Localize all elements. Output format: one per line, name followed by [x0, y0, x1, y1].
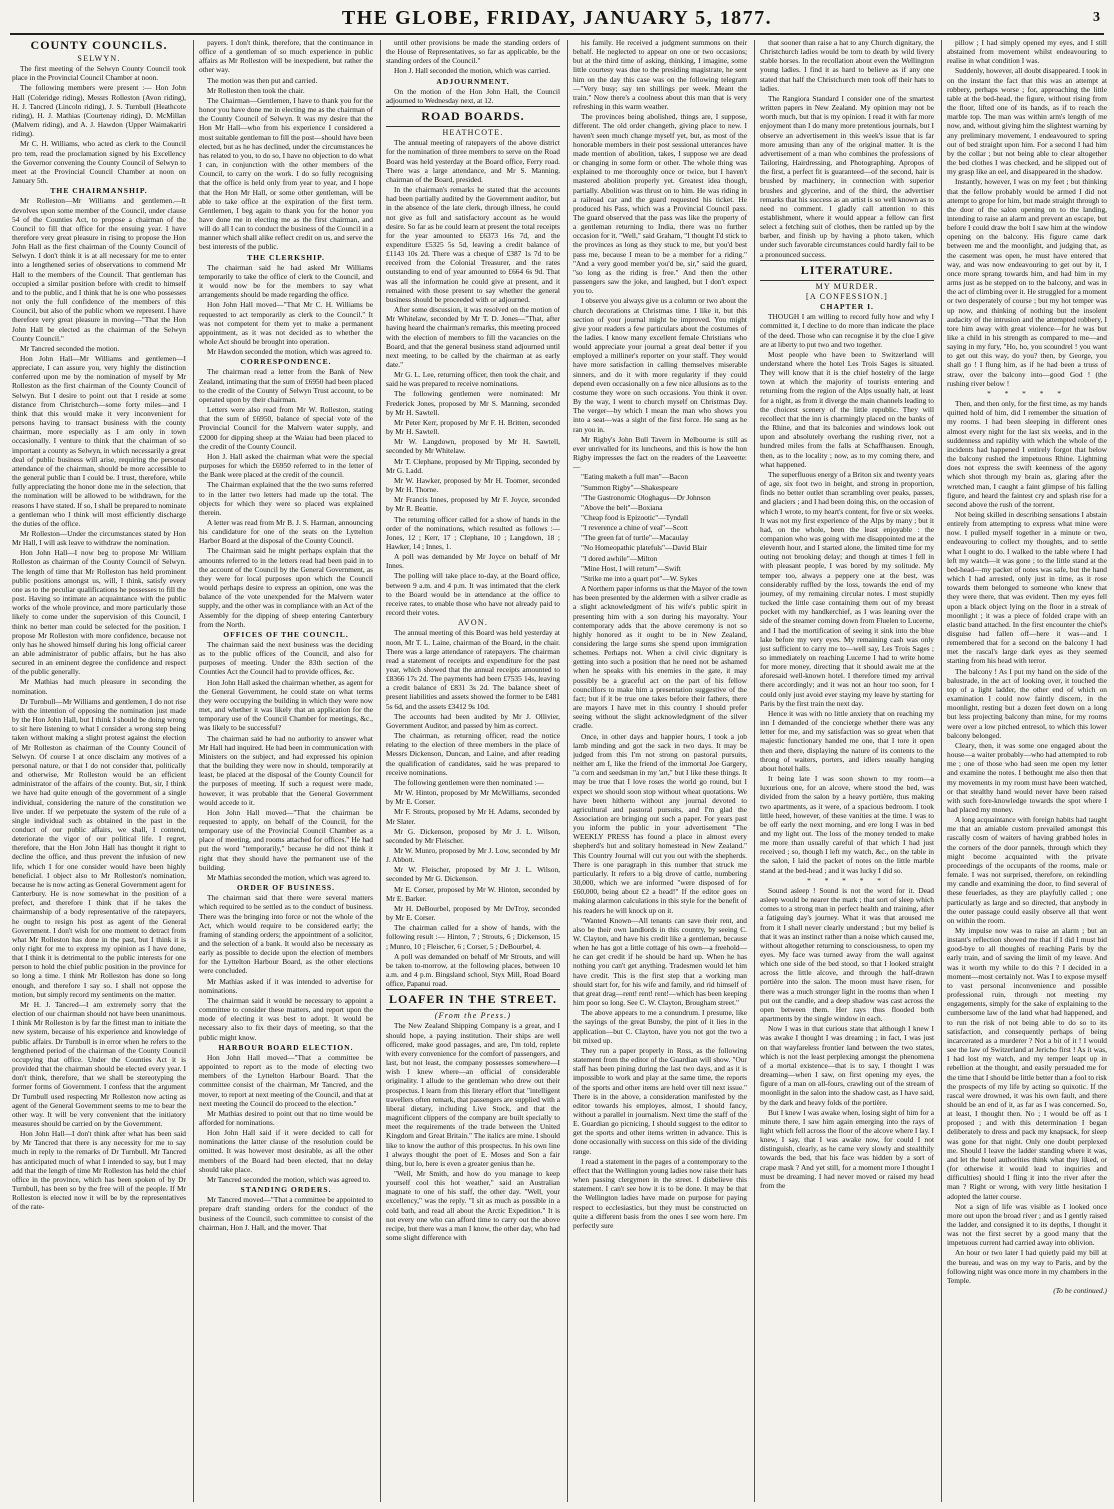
- paragraph: In the chairman's remarks he stated that the accounts had been partially audited by the Government auditor, but in the absence of the late clerk, through illness, he could not give as full and satisfactory account as he would desire. So far as he could learn at present the total receipts for the year amounted to £6373 16s 7d, and the expenditure £5325 5s 5d, leaving a credit balance of £1143 10s 2d. There was a cheque of £387 1s 7d to be received from the Colonial Treasurer, and the rates outstanding to end of year amounted to £664 6s 9d. That was all the information he could give at present, and it remained with those present to say whether the general business should be proceeded with or adjourned.: [386, 185, 560, 304]
- section-heading: LITERATURE.: [760, 260, 934, 281]
- paragraph: The balcony ! As I put my hand on the side of the balustrade, in the act of looking over, it touched the top of a light ladder, the other end of which on examination I could now faintly discern, in the moonlight, resting but a dozen feet down on a long but less projecting balcony than mine, for my rooms were over a low pitched entresol, to which this lower balcony belonged.: [947, 666, 1107, 740]
- paragraph: A poll was demanded by Mr Joyce on behalf of Mr Innes.: [386, 552, 560, 571]
- paragraph: A long acquaintance with foreign habits had taught me that an amiable custom prevailed amongst this rascally cosm of waiters of having grabbed holes in the corners of the door pannels, through which they might become acquainted with the private proceedings of the occupants of the rooms, male or female. I was not surprised, therefore, on rekindling my candle and examining the door, to find several of these feuerlades, as they are playfully called ; one particularly as large and so directed, that anybody in the outer passage could easily observe all that went on within the room.: [947, 815, 1107, 925]
- paragraph: Mr G. Dickenson, proposed by Mr J. L. Wilson, seconded by Mr Fleischer.: [386, 826, 560, 845]
- section-break: * * * * *: [807, 875, 887, 885]
- page-number: 3: [1093, 10, 1100, 25]
- paragraph: Mr W. Langdown, proposed by Mr H. Sawtell, seconded by Mr Whitelaw.: [386, 437, 560, 456]
- column-divider: [754, 40, 755, 1502]
- paragraph: My impulse now was to raise an alarm ; but an instant's reflection showed me that if I did I must bid good-bye to all thoughts of reaching Paris by the early train, and of saving the limit of my leave. And was it worth my while to do this ? I decided in a moment—most certainly not. Was I to expose myself to vast personal inconvenience and possible professional ruin, through not meeting my engagements, simply for the sake of explaining to the cumbersome law of the land what had happened, and to run the risk of not being able to do so to its satisfaction, and consequently perhaps of being incarcerated as a murderer ? Not a bit of it ! I would see the law of Switzerland at Jericho first ! As it was, I had lost my watch, and my temper leapt up in rebellion at the thought, and easily persuaded me for the time that I should be little better than a fool to risk the prospects of my life by acting so quixotic. If the rascal were drowned, it was his own fault, and there should be an end of it, as far as I was concerned. So, at least, I thought then. No ; I would be off as I proposed ; and with this determination I began deliberately to dress and pack my knapsack, for sleep was gone for that night. Only one doubt perplexed me. Should I leave the ladder standing where it was, and let the hotel authorities think what they liked, or (for otherwise it would lead to inquiries and difficulties) should I fling it into the river after the man ? Right or wrong, with very little hesitation I adopted the latter course.: [947, 926, 1107, 1201]
- paragraph: Mr C. H. Williams, who acted as clerk to the Council pro tem, read the proclamation signed by his Excellency the Governor convening the County Council of Selwyn to meet at the Provincial Council Chamber at noon on January 5th.: [12, 139, 186, 186]
- paragraph: Cleary, then, it was some one engaged about the house—a waiter probably—who had attempted to rob me ; one of those who had seen me open my letter and examine the notes. I bethought me also then that my movements in my room must have been watched, or that stealthy hand would never have been raised with such fore-knowledge towards the spot where I had placed my money.: [947, 740, 1107, 814]
- paragraph: Hon J. Hall asked the chairman what were the special purposes for which the £6950 referred to in the letter of the Bank were placed at the credit of the council.: [199, 451, 373, 480]
- column-divider: [193, 40, 194, 1502]
- paragraph: Mr Francis Innes, proposed by Mr F. Joyce, seconded by Mr R. Beattie.: [386, 495, 560, 514]
- paragraph: The chairman said that there were several matters which required to be settled as to the conduct of business. There was the bringing into force or not the whole of the Act, which would require to be considered early; the framing of standing orders; the appointment of a solicitor, and the selection of a bank. It would also be necessary as early as possible to decide upon the election of members for the Lyttelton Harbour Board, as the other elections were concluded.: [199, 893, 373, 976]
- paragraph: Hon John Hall—I now beg to propose Mr William Rolleston as chairman of the County Council of Selwyn. The length of time that Mr Rolleston has held prominent public positions amongst us, will, I think, satisfy every one as to the peculiar qualifications he possesses to fill the post. Having so intimate an acquaintance with the public works of the whole province, and more particularly those likely to come under the supervision of this Council, I think no better man could be selected for the position. I propose Mr Rolleston with more confidence, because not only has he showed himself during his long official career an able administrator of public affairs, but he has also secured in an eminent degree the confidence and respect of the public generally.: [12, 548, 186, 677]
- paragraph: "The green fat of turtle"—Macaulay: [581, 533, 689, 543]
- paragraph: Hon John Hall asked the chairman whether, as agent for the General Government, he could state on what terms they were occupying the building in which they were now met, and whether it was likely that an application for the temporary use of the Council Chamber for meetings, &c., was likely to be successful?: [199, 677, 373, 733]
- section-heading: LOAFER IN THE STREET.: [386, 989, 560, 1010]
- column-1: [12, 38, 186, 1504]
- paragraph: Mr Rolleston—Under the circumstances stated by Hon Mr Hall, I will ask leave to withdraw the nomination.: [12, 528, 186, 548]
- section-subheading: HEATHCOTE.: [442, 128, 504, 138]
- paragraph: Mr Mathias desired to point out that no time would be afforded for nominations.: [199, 1108, 373, 1127]
- paragraph: Mr H. J. Tancred—I am extremely sorry that the election of our chairman should not have been unanimous. I think Mr Rolleston is by far the fittest man to initiate the new system, because of his experience and knowledge of public affairs. Dr Turnbull is in error when he refers to the lengthened period of the chairman of the County Council occupying that office. Under the Counties Act it is provided that the chairman should be elected every year. I don't think, therefore, that we shall be stereotyping the former forms of Government. I confess that the argument Dr Turnbull used respecting Mr Rolleston now acting as agent of the General Government seems to me to bear the other way. It will be very convenient that the initiatory measures should be carried on by the Government.: [12, 999, 186, 1128]
- paragraph: Then, and then only, for the first time, as my hands quitted hold of him, did I remember the situation of my rooms. I had been sleeping in different ones almost every night for the last six weeks, and in the suddenness and rapidity with which the whole of the incidents had happened I entirely forgot that below the balcony rushed the impetuous Rhine. Lightning does not express the swift keenness of the agony which shot through my brain as, glaring after the wretched man, I caught a faint glimpse of his falling figure, and heard the faintest cry and splash rise for a second above the rush of the torrent.: [947, 399, 1107, 509]
- paragraph: Hon John Hall moved—"That the chairman be requested to apply, on behalf of the Council, for the temporary use of the Provincial Council Chamber as a place of meeting, and rooms attached for offices." He had put the word "temporarily," because he did not think it right that they should have the permanent use of the building.: [199, 807, 373, 872]
- paragraph: Mr Rolleston then took the chair.: [207, 85, 305, 95]
- section-title: ADJOURNMENT.: [436, 76, 510, 86]
- section-title: OFFICES OF THE COUNCIL.: [223, 629, 349, 639]
- section-title: THE CLERKSHIP.: [247, 252, 325, 262]
- section-break: * * * * *: [987, 388, 1067, 398]
- section-subheading: AVON.: [457, 618, 489, 628]
- paragraph: Mr Tancred seconded the motion, which was agreed to.: [207, 1174, 371, 1184]
- paragraph: The New Zealand Shipping Company is a great, and I should hope, a paying institution. Their ships are well officered, make good passages, and are, I'm told, replete with every convenience for the comfort of passengers, and last, but not least, the company possesses somewhere—I wish I knew where—an official of considerable originality. I allude to the gentleman who drew out their prospectus. I learn from this literary effort that "intelligent travellers often remark, that passengers are supplied with a liberal dietary, including Live Stock, and that the magnificent clippers of the company are built specially to meet the requirements of the trade between the United Kingdom and Great Britain." The italics are mine. I should like to know the author of this prospectus. In his own line I always thought the poet of E. Moses and Son a fair thing, but lo, here is even a greater genius than he.: [386, 1021, 560, 1168]
- paragraph: Sound asleep ! Sound is not the word for it. Dead asleep would be nearer the mark ; that sort of sleep which comes to a strong man in perfect health and training, after a fatiguing day's journey. What it was that aroused me from it I shall never clearly understand ; but my belief is that it was an instinct rather than a noise which caused me, without altogether returning to consciousness, to open my eyes. My face was turned away from the wall against which one side of the bed stood, so that I looked straight across the little alcove, and through the half-drawn portière into the salon. The moon must have risen, for there was a much stronger light in the rooms than when I put out the candle, and a deep shadow was cast across the open between them. Her rays thus flooded both apartments by the single window in each.: [760, 885, 934, 1024]
- paragraph: Mr Tancred moved—"That a committee be appointed to prepare draft standing orders for the conduct of the business of the Council, such committee to consist of the chairman, Hon J. Hall, and the mover. That: [199, 1195, 373, 1232]
- paragraph: Mr Mathias had much pleasure in seconding the nomination.: [12, 677, 186, 696]
- paragraph: The Rangiora Standard I consider one of the smartest written papers in New Zealand. My opinion may not be worth much, but that is my opinion. I read it with far more enjoyment than I do many more pretentious journals, but I observe an advertisement in this week's issue that is far more amusing than any of the original matter. It is the advertisement of a man who combines the professions of Tailoring, Hairdressing, and Photographing. Apropos of the first, a perfect fit is guaranteed—of the second, hair is brushed by machinery, in connection with superior brushes and glycerine, and of the third, the advertiser remarks that his success as an artist is so well known as to need no comment. I gladly call attention to this establishment, where it would appear a fellow can first select a fetching suit of clothes, then be rattled up by the barber, and finish up by having a photo taken, which under such favorable circumstances could hardly fail to be a pronounced success.: [760, 93, 934, 259]
- paragraph: THOUGH I am willing to record fully how and why I committed it, I decline to do more than indicate the place of the deed. Those who can recognise it by the clue I give are at liberty to put two and two together.: [760, 312, 934, 349]
- paragraph: The Chairman said he might perhaps explain that the amounts referred to in the letters read had been paid in to the account of the Council by the General Government, as they were for local purposes upon which the Council would perhaps desire to express an opinion, one was the balance of the vote unexpended for the Malvern water supply, and the other was in compliance with an Act of the Assembly for the dipping of sheep entering Canterbury from the North.: [199, 546, 373, 629]
- paragraph: The provinces being abolished, things are, I suppose, different. The old order changeth, giving place to new. I haven't seen much change myself yet, but, as most of the honorable members in their post sessional utterances have made mention of abolition, takes, I suppose we are dead or changing in some form or other. The whole thing was explained to me thoroughly once or twice, but I haven't mastered abolition properly yet. Greatest idea though, partially. Abolition was thrust on to him. He was riding in a railroad car and the guard requested his ticket. He produced his Pass, which was a Provincial Council pass. The guard observed that the pass was like the property of a gentleman returning to India, there was no further occasion for it. "Well," said Graham, "I thought I'd stick to the provinces as long as they stuck to me, but you'd best pass me, because I mean to be a member for a riding." "And a very good member you'd be, sir," said the guard, "so long as the riding is free." And then the other passengers saw the joke, and laughed, but I don't expect you to.: [573, 112, 747, 296]
- paragraph: his family. He received a judgment summons on their behalf. He neglected to appear on one or two occasions; but at the third time of asking, thinking, I imagine, some little courtesy was due to the presiding magistrate, he sent him on the day this case was on the following telegram—"Very busy; say ten shillings per week. Meant the train." Now there's a coolness about this man that is very refreshing in this warm weather.: [573, 38, 747, 112]
- paragraph: Dr Turnbull—Mr Williams and gentlemen, I do not rise with the intention of opposing the nomination just made by the Hon John Hall, but I think I should be doing wrong to sit here listening to what I consider a wrong step being taken without making a slight protest against the election of Mr Rolleston as chairman of the County Council of Selwyn. Of course I at once disclaim any motives of a personal nature, or that I do not consider that, politically and otherwise, Mr Rolleston would be an efficient administrator of the affairs of the county. But, sir, I think we have had quite enough of the government of a single individual, considering the nature of the constitution we live under. If we perpetuate the system of the rule of a single individual such as obtained in the past in the conduct of our public affairs, we shall, I contend, deteriorate the vigor of our political life. I regret, therefore, that the Hon John Hall has thought it right to decline the office, and thus prevent the infusion of new life, which I for one consider would have been highly beneficial. I object also to Mr Rolleston's nomination, because he is now acting as General Government agent for Canterbury. He is now somewhat in the position of a prefect, and therefore I think that if he takes the chairmanship of a body representative of the ratepayers, he ought to resign his post as agent of the General Government. I don't wish for one moment to detract from what Mr Rolleston has done in the past, but I think it is only right for me to express my opinion as I have done, that I think it is detrimental to the public interests for one person to hold the chief public position in the province for so long a time. I think Mr Rolleston has done so long enough, and therefore I say so. I shall not oppose the motion, but simply record my sentiments on the matter.: [12, 696, 186, 999]
- paragraph: The first meeting of the Selwyn County Council took place in the Provincial Council Chamber at noon.: [12, 64, 186, 83]
- paragraph: Hon John Hall said if it were decided to call for nominations the latter clause of the resolution could be omitted. It was however most desirable, as all the other members of the Board had been elected, that no delay should take place.: [199, 1128, 373, 1174]
- paragraph: The accounts had been audited by Mr J. Ollivier, Government Auditor, and passed by him as correct.: [386, 711, 560, 730]
- paragraph: The chairman, as returning officer, read the notice relating to the election of three members in the place of Messrs Dickenson, Duncan, and Laine, and after reading the qualification of candidates, said he was prepared to receive nominations.: [386, 731, 560, 777]
- paragraph: The annual meeting of ratepayers of the above district for the nomination of three members to serve on the Road Board was held yesterday at the Board office, Ferry road. There was a large attendance, and Mr S. Manning, chairman of the Board, presided.: [386, 138, 560, 184]
- paragraph: Mr Mathias asked if it was intended to advertise for nominations.: [199, 976, 373, 995]
- paragraph: "Above the belt"—Boxiana: [581, 502, 663, 512]
- column-6: [947, 38, 1107, 1504]
- paragraph: "No Homeopathic platefuls"—David Blair: [581, 543, 708, 553]
- paragraph: Instantly, however, I was on my feet ; but thinking that the fellow probably would be armed I did not attempt to grope for him, but made straight through to the door of the salon opening on to the landing, intending to raise an alarm and prevent an escape, but before I could draw the bolt I saw him at the window opening on the balcony. His figure came dark between me and the moonlight, and judging that, as the casement was open, he must have entered that way, and was now endeavouring to get out by it, I once more sprang towards him, and had him in my arms just as he stepped on to the balcony, and was in the act of climbing over it. He struggled for a moment or two desperately of course ; but my hot temper was up now, and thinking of nothing but the insolent audacity of the intrusion and the attempted robbery, I tore him away with great violence—for he was but like a child in his strength as compared to me—and saying in my fury, "Ho, ho, you scoundrel ! you want to get out this way, do you? then, by George, you shall go ! I flung him, as if he had been a truss of straw, over the balcony into—good God ! (the rushing river below !: [947, 177, 1107, 388]
- paragraph: until other provisions be made the standing orders of the House of Representatives, so far as applicable, be the standing orders of the Council.": [386, 38, 560, 66]
- paragraph: A Northern paper informs us that the Mayor of the town has been presented by the aldermen with a silver cradle as a slight acknowledgment of his wife's public spirit in presenting him with a son during his mayoralty. Your contemporary adds that the above ceremony is not so highly honored as it ought to be in New Zealand, considering the large sums she spend upon immigration schemes. Perhaps not. When a civil civic dignitary is getting into such a position that he need not be ashamed when he speaks with his enemies in the gate, it may possibly be a graceful act on the part of his fellow councillors to make him a presentation suggestive of the fact; but if it be true one takes before their fathers, there are mayors I have met in this country I should prefer seeing without the slight acknowledgment of the silver cradle.: [573, 584, 747, 731]
- paragraph: Mr Mathias seconded the motion, which was agreed to.: [207, 872, 371, 882]
- section-subheading: MY MURDER.: [815, 281, 879, 291]
- paragraph: "I reverence a chine of veal"—Scott: [581, 523, 688, 533]
- section-title: STANDING ORDERS.: [240, 1185, 332, 1195]
- paragraph: The following gentlemen were nominated: Mr Frederick Jones, proposed by Mr S. Manning, seconded by Mr H. Sawtell.: [386, 389, 560, 417]
- paragraph: The superfluous energy of a Briton six and twenty years of age, six foot two in height, and strong in proportion, finds no better outlet than scrambling over peaks, passes, and glaciers ; and I had been doing this, on the occasion of which I wrote, to my heart's content, for five or six weeks. It was not my first experience of the Alps by many ; but it had, on the whole, been the least enjoyable : the companion who was going with me disappointed me at the eleventh hour, and I started alone, the limited time for my outing not brooking delay; and though at times I fell in with pleasant people, I was bored by my solitude. My temper too, always a peppery one at the best, was considerably ruffled by the loss, towards the end of my journey, of my remaining circular notes. I most stupidly tucked the little case containing them out of my breast pocket with my handkerchief, as I was leaning over the side of the steamer coming down from Fluelen to Lucerne, and I had the mortification of seeing it sink into the blue lake before my very eyes. My remaining cash was only just sufficient to carry me to—well say, Les Trois Sages ; so immediately on reaching Lucerne I had to write home for more money, directing that it should await me at the aforesaid well-known hotel. I therefore timed my arrival there accordingly; and it was not an hour too soon, for I could only just avoid ever staying my leave by starting for Paris by the first train the next day.: [760, 469, 934, 708]
- paragraph: The chairman read a letter from the Bank of New Zealand, intimating that the sum of £6950 had been placed to the credit of the County of Selwyn Trust account, to be operated upon by their chairman.: [199, 367, 373, 404]
- paragraph: Mr W. Fleischer, proposed by Mr J. L. Wilson, seconded by Mr G. Dickenson.: [386, 865, 560, 884]
- paragraph: Mr H. DeBourbel, proposed by Mr DeTroy, seconded by Mr E. Corser.: [386, 903, 560, 923]
- paragraph: The returning officer called for a show of hands in the order of the nominations, which resulted as follows :—Jones, 12 ; Kerr, 17 ; Clephane, 10 ; Langdown, 18 ; Hawker, 14 ; Innes, 1.: [386, 514, 560, 551]
- section-title: ORDER OF BUSINESS.: [236, 883, 336, 893]
- paragraph: "Strike me into a quart pot"—W. Sykes: [581, 573, 698, 583]
- section-heading: COUNTY COUNCILS.: [30, 38, 168, 52]
- paragraph: On the motion of the Hon John Hall, the Council adjourned to Wednesday next, at 12.: [386, 86, 560, 105]
- paragraph: payers. I don't think, therefore, that the continuance in office of a gentleman of so much experience in public affairs as Mr Rolleston will be inexpedient, but rather the other way.: [199, 38, 373, 75]
- paragraph: Mr W. Hawker, proposed by Mr H. Toomer, seconded by Mr H. Thorne.: [386, 475, 560, 495]
- section-title: THE CHAIRMANSHIP.: [50, 186, 148, 196]
- paragraph: Mr Hawdon seconded the motion, which was agreed to.: [207, 347, 373, 357]
- paragraph: The following gentlemen were then nominated :—: [394, 777, 544, 787]
- paragraph: The chairman said the next business was the deciding as to the public offices of the Council, and also for purposes of meeting. Under the 83th section of the Counties Act the Council had to provide offices, &c.: [199, 640, 373, 677]
- paragraph: Hence it was with no little anxiety that on reaching my inn I demanded of the concierge whether there was any letter for me, and my satisfaction was so great when that majestic functionary handed me one, that I tore it open then and there, displaying the nature of its contents to the throng of waiters, porters, and idlers usually hanging about hotel halls.: [760, 708, 934, 773]
- masthead-title: THE GLOBE, FRIDAY, JANUARY 5, 1877.: [341, 7, 773, 29]
- paragraph: Not a sign of life was visible as I looked once more out upon the broad river ; and as I gently raised the ladder, and consigned it to its depths, I thought it was not the first secret by a good many that the impetuous current had carried away into oblivion.: [947, 1201, 1107, 1248]
- section-title: HARBOUR BOARD ELECTION.: [218, 1042, 354, 1052]
- paragraph: Suddenly, however, all doubt disappeared. I took in on the instant the fact that this was an attempt at robbery, perhaps worse ; for, approaching the little table at the bed-head, the figure, without rising from the floor, lifted one of its hands, as if to reach the marble top. The man was within arm's length of me now, and, without giving him the slightest warning by any preliminary movement, I endeavoured to spring out of bed straight upon him. For a second I had him by the collar ; but not being able to clear altogether the bed clothes I was checked, and he slipped out of my grasp like an eel, and disappeared in the shadow.: [947, 66, 1107, 177]
- paragraph: I read a statement in the pages of a contemporary to the effect that the Wellington young ladies now raise their hats when passing clergymen in the street. I disbelieve this statement. I can't see how it is to be done. It may be that the Wellington ladies have made on purpose for paying respect to ecclesiastics, but they must be constructed on quite a different basis from the ones I see worn here. I'm perfectly sure: [573, 1156, 747, 1230]
- column-divider: [380, 40, 381, 1502]
- paragraph: "The Gastronomic Ologhagus—Dr Johnson: [581, 492, 711, 502]
- paragraph: "I dored awhile"—Milton: [581, 553, 658, 563]
- paragraph: "Summon Rigby"—Shakespeare: [581, 482, 678, 492]
- paragraph: A letter was read from Mr B. J. S. Harman, announcing his candidature for one of the seats on the Lyttelton Harbor Board at the disposal of the County Council.: [199, 517, 373, 546]
- column-4: [573, 38, 747, 1504]
- paragraph: The Chairman—Gentlemen, I have to thank you for the honor you have done me in electing me as the chairman of the County Council of Selwyn. It was my desire that the Hon Mr Hall—who from his experience I considered a most suitable gentleman to fill the post—should have been elected, but as he has declined, under the circumstances he has related to you, to do so, I have no objection to do what I can, in conjunction with the other members of the Council, to carry on the work. I do so fully recognising that the office is held only from year to year, and I hope that the Hon Mr Hall, or some other gentleman, will be able to take office at the expiration of the first term. Gentlemen, I beg again to thank you for the honor you have done me in electing me as the first chairman, and will do all I can to conduct the business of the Council in a manner which shall alike reflect credit on us, and serve the best interests of the public.: [199, 95, 373, 252]
- paragraph: After some discussion, it was resolved on the motion of Mr Whitelaw, seconded by Mr T. D. Jones—"That, after having heard the chairman's remarks, this meeting proceed with the election of members to fill the vacancies on the Board, and that the general business stand adjourned until next meeting, to be called by the chairman at as early date.": [386, 305, 560, 369]
- paragraph: The chairman said it would be necessary to appoint a committee to consider these matters, and report upon the mode of electing it was best to adopt. It would be necessary also to fix their days of meeting, so that the public might know.: [199, 995, 373, 1042]
- paragraph: Once, in other days and happier hours, I took a job lamb minding and got the sack in two days. It may be judged from this I'm not strong on pastoral pursuits, neither am I, like the friend of the immortal Joe Gargery, "a corn and seedsman in my 'art," but I like these things. It may be true that I love roses the world go round, but I expect we should soon stop without wheat quotations. We have been hitherto without any journal devoted to agricultural and pastoral pursuits, and I'm glad the Association are bringing out such a paper. For years past you inform the public in your advertisement "The WEEKLY PRESS has found a place in almost every shepherd's hut and solitary homestead in New Zealand." This Country Journal will cut you out with the shepherds. There is one paragraph in this number that struck me particularly. It refers to a big drove of cattle, numbering 30,000, which we are informed "were disposed of for £60,000, being about £2 a head!" If the editor goes on making alarmon calculations in this style for the benefit of his readers he will knock up on it.: [573, 731, 747, 915]
- paragraph: Hon John Hall—Mr Williams and gentlemen—I appreciate, I can assure you, very highly the distinction conferred upon me by the nomination of myself by Mr Rolleston as the first chairman of the County Council of Selwyn. But I desire to point out that I reside at some distance from Christchurch—some forty miles—and I think that this would make it very inconvenient for persons having to transact business with the county chairman, more especially as I am only in town occasionally. I venture to think that the chairman of so important a county as Selwyn, in which necessarily a great deal of public business will arise, requiring the personal attendance of the chairman, should be more accessible to the general public than I could be. I trust, therefore, while fully appreciating the honor done me in the selection, that the nomination will be allowed to be withdrawn, for the reasons I have stated. If so, I shall be prepared to nominate a gentleman who I think will most efficiently discharge the duties of the office.: [12, 354, 186, 528]
- section-title: CHAPTER I.: [820, 302, 874, 312]
- paragraph: Mr Tancred seconded the motion.: [20, 343, 120, 353]
- section-subheading: (From the Press.): [434, 1011, 512, 1021]
- section-heading: ROAD BOARDS.: [386, 106, 560, 127]
- paragraph: An hour or two later I had quietly paid my bill at the bureau, and was on my way to Paris, and by the following night was once more in my chambers in the Temple.: [947, 1248, 1107, 1285]
- section-title: CORRESPONDENCE.: [240, 357, 332, 367]
- column-divider: [941, 40, 942, 1502]
- paragraph: Hon John Hall—I don't think after what has been said by Mr Tancred that there is any necessity for me to say much in reply to the remarks of Dr Turnbull. Mr Tancred has anticipated much of what I intended to say, but I may add that the length of time Mr Rolleston has held the chief office in the province, which has been spoken of by Dr Turnbull, has been so by the free will of the people. If Mr Rolleston is elected now it will be by the representatives of the rate-: [12, 1129, 186, 1212]
- paragraph: Hon J. Hall seconded the motion, which was carried.: [394, 66, 551, 76]
- paragraph: that sooner than raise a hat to any Church dignitary, the Christchurch ladies would be torn to death by wild livery stable horses. In the recollation about even the Wellington young ladies. I find it as hard to believe as if any one stated that half the Christchurch men took off their hats to ladies.: [760, 38, 934, 93]
- paragraph: "Mine Host, I will return"—Swift: [581, 563, 681, 573]
- paragraph: Mr E. Corser, proposed by Mr W. Hinton, seconded by Mr E. Barker.: [386, 884, 560, 903]
- paragraph: The chairman said he had no authority to answer what Mr Hall had inquired. He had been in communication with Ministers on the subject, and had expressed his opinion that the building they were now in should, temporarily at least, be placed at the disposal of the County Council for the purposes of meeting. If such a request were made, however, it was probable that the General Government would accede to it.: [199, 733, 373, 807]
- paragraph: Now I was in that curious state that although I knew I was awake I thought I was dreaming ; in fact, I was just on that wayfareless frontier land between the two states, which is not the least perplexing amongst the phenomena of a mortal existence—that is to say, I thought I was dreaming—when I saw, on first opening my eyes, the figure of a man on all-fours, crawling out of the stream of moonlight in the salon into the shadow cast, as I have said, by the dark and heavy folds of the portière.: [760, 1024, 934, 1107]
- masthead: [0, 0, 1114, 32]
- paragraph: But I knew I was awake when, losing sight of him for a minute there, I saw him again emerging into the rays of light which fell across the floor of the alcove where I lay. I knew, I say, that I was awake now, for could I not distinguish, clearly, as he came very slowly and stealthily towards the bed, that his face was hidden by a sort of crape mask ? And yet still, for a moment more I thought I must be dreaming. I had never moved or raised my head from the: [760, 1107, 934, 1190]
- paragraph: Mr W. Munro, proposed by Mr J. Low, seconded by Mr J. Abbott.: [386, 845, 560, 865]
- paragraph: Mr F. Strouts, proposed by Mr H. Adams, seconded by Mr Slater.: [386, 807, 560, 826]
- paragraph: The chairman called for a show of hands, with the following result :— Hinton, 7 ; Strouts, 6 ; Dickenson, 15 ; Munro, 10 ; Fleischer, 6 ; Corser, 5 ; DeBourbel, 4.: [386, 923, 560, 951]
- paragraph: The annual meeting of this Board was held yesterday at noon, Mr T. L. Laine, chairman of the Board, in the chair. There was a large attendance of ratepayers. The chairman read a statement of receipts and expenditure for the past year, which showed that the annual receipts amounted to £8366 17s 2d. The payments had been £7535 14s, leaving a credit balance of £831 3s 2d. The balance sheet of present liabilities and assets showed the former to be £481 5s 6d, and the assets £3412 9s 10d.: [386, 628, 560, 711]
- masthead-rule: [10, 33, 1104, 35]
- paragraph: The following members were present :— Hon John Hall (Coleridge riding), Messrs Rolleston (Avon riding), H. J. Tancred (Lincoln riding), J. S. Turnbull (Heathcote riding), H. J. Mathias (Courtenay riding), D. McMillan (Malvern riding), and A. J. Hawdon (Upper Waimakariri riding).: [12, 83, 186, 139]
- paragraph: "Cheap food is Epizootic"—Tyndall: [581, 512, 689, 522]
- paragraph: pillow ; I had simply opened my eyes, and I still abstained from movement whilst endeavouring to realise in what condition I was.: [947, 38, 1107, 66]
- paragraph: I observe you always give us a column or two about the church decorations at Christmas time. I like it, but this section of your journal might be improved. You might give your readers a few particulars about the costumes of the ladies. I know many excellent female Christians who would appreciate your journal a great deal better if you employed a milliner's reporter on your staff. They would have more satisfaction in calling themselves miserable sinners, and do it with more regularity if they could depend even occasionally on a few nice allusions as to the costume they wore on such occasions. You think it over. By the way, I went to church myself on Christmas Day. The verger—by which I mean the man who shows you into a seat—was a sight of the first force. He sang as he ran you in.: [573, 296, 747, 434]
- column-2: [199, 38, 373, 1504]
- paragraph: Letters were also read from Mr W. Rolleston, stating that the sum of £6950, balance of special vote of the Provincial Council for the Malvern water supply, and £2000 for dipping sheep at the Waiau had been placed to the credit of the County Council.: [199, 405, 373, 451]
- paragraph: Mr T. Clephane, proposed by Mr Tipping, seconded by Mr G. Ladd.: [386, 456, 560, 475]
- paragraph: The chairman said he had asked Mr Williams temporarily to take the office of clerk to the Council, and it would now be for the members to say what arrangements should be made regarding the office.: [199, 262, 373, 300]
- paragraph: It being late I was soon shown to my room—a luxurious one, for an alcove, where stood the bed, was divided from the salon by a heavy portière, thus making two apartments, as it were, of a spacious bedroom. I took little heed, however, of these vanities at the time. I was to be off early the next morning, and ere long I was in bed and my light out. The loss of the money tended to make me more than usually careful of that which I had just received ; so, though I left my watch, &c., on the table in the salon, I laid the packet of notes on the little marble stand at the bed-head ; and it was lucky I did so.: [760, 774, 934, 875]
- section-subheading: SELWYN.: [77, 54, 121, 63]
- paragraph: Mr Peter Kerr, proposed by Mr F. H. Britten, seconded by Mr H. Sawtell.: [386, 417, 560, 437]
- column-5: [760, 38, 934, 1504]
- section-subheading: [A CONFESSION.]: [805, 291, 888, 301]
- paragraph: The above appears to me a conundrum. I presume, like the sayings of the great Bunsby, the pint of it lies in the application—but C. Clayton, have you not got the two a bit mixed up.: [573, 1008, 747, 1045]
- paragraph: Mr Rolleston—Mr Williams and gentlemen.—It devolves upon some member of the Council, under clause 54 of the Counties Act, to propose a chairman of the Council to fill that office for the ensuing year. I have therefore very great pleasure in rising to propose the Hon John Hall as the first chairman of the County Council of Selwyn. I don't think it is at all necessary for me to enter into a lengthened series of observations to commend Mr Hall to the members of the Council. That gentleman has occupied a similar position before with credit to himself and to the public, and I think that he is one who possesses not only the full confidence of the members of this Council, but also of the public whom we represent. I have therefore very great pleasure in moving—"That the Hon John Hall be elected as the chairman of the Selwyn County Council.": [12, 196, 186, 343]
- paragraph: The motion was then put and carried.: [207, 75, 318, 85]
- paragraph: Hon John Hall moved—"That a committee be appointed to report as to the mode of electing two members of the Lyttelton Harbour Board. That the committee consist of the chairman, Mr Tancred, and the mover, to report at next meeting of the Council, and that at next meeting the Council do proceed to the election.": [199, 1052, 373, 1108]
- paragraph: The Chairman explained that the the two sums referred to in the latter two letters had made up the total. The objects for which they were so placed was explained therein.: [199, 480, 373, 517]
- paragraph: They run a paper properly in Ross, as the following statement from the editor of the Guardian will show. "Our staff has been pining during the last two days, and as it is impossible to work and play at the same time, the reports of the sports and other items are held over till next issue." There is in the above, a consideration manifested by the editor towards his employes, almost, I should fancy, without a parallel in journalism. Next time the staff of the E. Guardian go picnicing, I should suggest to the editor to get the sports and other items written in advance. This is done occasionally with success on this side of the dividing range.: [573, 1045, 747, 1156]
- paragraph: Mr W. Hinton, proposed by Mr McWilliams, seconded by Mr E. Corser.: [386, 788, 560, 807]
- paragraph: "Well, Mr Smith, and how do you manage to keep yourself cool this hot weather," said an Australian magnate to one of his staff, the other day. "Well, your excellency," was the reply. "I sit as much as possible in a cold bath, and read all about the Arctic Expedition." It is not every one who can afford time to carry out the above recipe, but there was a man I know, the other day, who had some slight difference with: [386, 1168, 560, 1243]
- continuation-note: (To be continued.): [1053, 1286, 1107, 1296]
- paragraph: The polling will take place to-day, at the Board office, between 9 a.m. and 4 p.m. It was intimated that the clerk to the Board would be in attendance at the office to receive rates, to enable those who have not already paid to record their votes.: [386, 571, 560, 618]
- paragraph: A poll was demanded on behalf of Mr Strouts, and will be taken to-morrow, at the following places, between 10 a.m. and 4 p.m. Bingsland school, Styx Mill, Road Board office, Papanui road.: [386, 951, 560, 989]
- paragraph: "Eating maketh a full man"—Bacon: [581, 472, 689, 482]
- paragraph: Hon John Hall moved—"That Mr C. H. Williams be requested to act temporarily as clerk to the Council." It was not competent for them yet to make a permanent appointment, as it was not decided as to whether the whole Act should be brought into operation.: [199, 300, 373, 346]
- paragraph: Mr G. L. Lee, returning officer, then took the chair, and said he was prepared to receive nominations.: [386, 370, 560, 389]
- paragraph: Not being skilled in describing sensations I abstain entirely from attempting to express what mine were now. I pulled myself together in a minute or two, endeavouring to collect my thoughts, and to settle what I ought to do. I walked to the table where I had left my watch—it was gone ; to the little stand at the bed-head—my packet of notes was safe, but the hand which I had arrested, only just in time, as it rose towards them belonged to someone who knew that they were there, that was evident. Then my eyes fell upon a black object lying on the floor in a streak of moonlight ; it was a piece of folded crape with an elastic band attached. In the first encounter the chief's disguise had fallen off—here it was—and I remembered that for a second on the balcony I had met the rascal's large dark eyes as they seemed starting from his head with terror.: [947, 509, 1107, 666]
- column-3: [386, 38, 560, 1504]
- paragraph: Most people who have been to Switzerland will understand where the hotel Les Trois Sages is situated. They will know that it is the chief hostelry of the large town at which the majority of tourists entering and returning from the region of the Alps usually halt, at least for a night, as from it diverge the main channels leading to the choicest scenery of the little republic. They will recollect that the inn is charmingly placed on the banks of the Rhine, and that its balconies and windows look out upon and absolutely overhang the rushing river, not a hundred miles from the falls at Schaffhausen. Enough, then, as to the locality ; now, as to my coming there, and what happened.: [760, 349, 934, 469]
- paragraph: Mr Rigby's John Bull Tavern in Melbourne is still as ever unrivalled for its luncheons, and this is how the hon Rigby impresses the fact on the readers of the Leaveette:—: [573, 434, 747, 472]
- paragraph: "Wanted Known—All tenants can save their rent, and also be their own landlords in this country, by seeing C. W. Clayton, and have his credit like a gentleman, because when he has got a little cottage of his own—a freehold—he can get credit if he should be hard up. When he has nothing you can't get anything. Tradesmen would let him have credit. This is the first step that a working man should start for, for his wife and family, and rid himself of that great drag—rent! rent! rent!—which has been keeping him poor so long. See C. W. Clayton, Brougham street.": [573, 915, 747, 1008]
- column-divider: [567, 40, 568, 1502]
